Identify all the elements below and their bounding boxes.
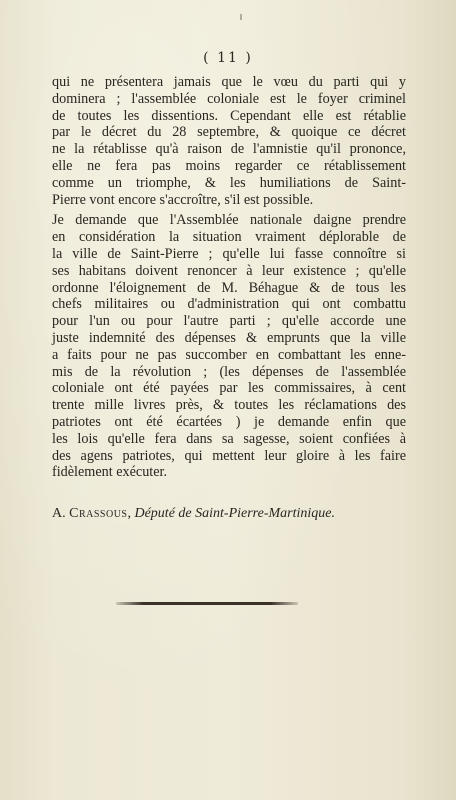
text-line: elle ne fera pas moins regarder ce rétablissement [52,157,406,174]
page-number: ( 11 ) [203,50,253,66]
text-line: Pierre vont encore s'accroître, s'il est possible. [52,191,314,208]
text-line: trente mille livres près, & toutes les réclamations des [52,397,406,414]
text-line: Je demande que l'Assemblée nationale daigne prendre [52,212,406,229]
text-line: ses habitans doivent renoncer à leur existence ; qu'elle [52,262,406,279]
end-ornament-rule [116,602,298,605]
text-line: pour l'un ou pour l'autre parti ; qu'elle accorde une [52,313,406,330]
text-line: fidèlement exécuter. [52,464,168,481]
text-line: en considération la situation vraiment déplorable de [52,229,406,246]
signature-name: Crassous [69,506,128,521]
signature-title: Député de Saint-Pierre-Martinique. [134,506,335,521]
text-line: juste indemnité des dépenses & emprunts que la ville [52,329,406,346]
text-line: coloniale ont été payées par les commissaires, à cent [52,380,406,397]
text-line: qui ne présentera jamais que le vœu du parti qui y [52,74,406,90]
text-line: par le décret du 28 septembre, & quoique ce décret [52,124,406,141]
paragraph-1 [52,74,406,208]
text-line: les lois qu'elle fera dans sa sagesse, soient confiées à [52,430,406,447]
text-line: ne la rétablisse qu'à raison de l'amnistie qu'il prononce, [52,141,406,158]
text-line: ordonne l'éloignement de M. Béhague & de tous les [52,279,406,296]
text-line: la ville de Saint-Pierre ; qu'elle lui fasse connoître si [52,245,406,262]
text-line: a faits pour ne pas succomber en combattant les enne- [52,346,406,363]
signature-initial: A. [52,506,66,521]
page-body [52,74,406,481]
text-line: mis de la révolution ; (les dépenses de l'assemblée [52,363,406,380]
text-line: comme un triomphe, & les humiliations de Saint- [52,174,406,191]
text-line: des agens patriotes, qui mettent leur gloire à les faire [52,447,406,464]
text-line: chefs militaires ou d'administration qui ont combattu [52,296,406,313]
paragraph-2 [52,212,406,481]
ink-speck [240,14,242,20]
text-line: patriotes ont été écartées ) je demande enfin que [52,413,406,430]
text-line: dominera ; l'assemblée coloniale est le foyer criminel [52,90,406,107]
text-line: de toutes les dissentions. Cependant elle est rétablie [52,107,406,124]
signature-separator: , [127,506,131,521]
signature-line [52,506,412,522]
